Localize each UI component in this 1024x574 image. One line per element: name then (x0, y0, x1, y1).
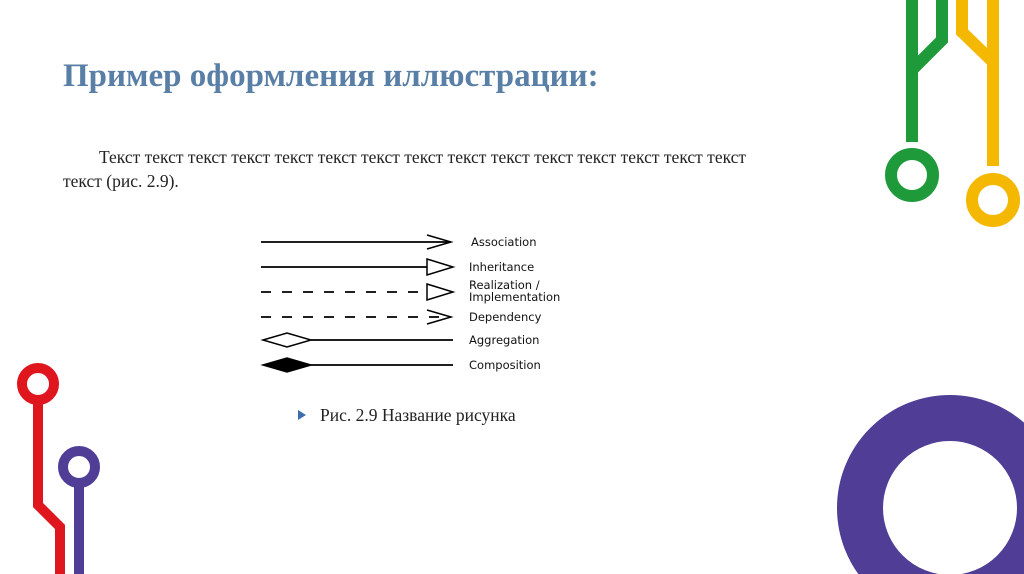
inheritance-row (261, 259, 534, 275)
body-paragraph (63, 145, 783, 193)
label-implementation: Implementation (469, 290, 561, 304)
label-aggregation: Aggregation (469, 333, 540, 347)
hollow-triangle-arrowhead (427, 284, 453, 300)
label-inheritance: Inheritance (469, 260, 535, 274)
caption-bullet-icon (298, 410, 306, 420)
uml-relationships-diagram (255, 228, 615, 383)
yellow-circuit-ring (972, 179, 1014, 221)
red-circuit-line (38, 400, 60, 574)
hollow-diamond (263, 333, 311, 347)
purple-big-ring (860, 418, 1024, 574)
label-realization: Realization / (469, 278, 540, 292)
label-composition: Composition (469, 358, 541, 372)
filled-diamond (263, 358, 311, 372)
association-row (261, 235, 536, 249)
slide-title: Пример оформления иллюстрации: (63, 58, 599, 94)
realization-row (261, 278, 560, 304)
dependency-row (261, 310, 542, 324)
figure-caption: Рис. 2.9 Название рисунка (320, 405, 516, 425)
green-circuit-ring (891, 154, 933, 196)
figure-caption-row (298, 405, 516, 426)
body-text: Текст текст текст текст текст текст текст текст текст текст текст текст текст текст текст текст (рис. 2.9). (63, 147, 747, 191)
label-association: Association (471, 235, 537, 249)
composition-row (263, 358, 541, 372)
red-circuit-ring (22, 368, 54, 400)
label-dependency: Dependency (469, 310, 542, 324)
purple-circuit-ring (63, 451, 95, 483)
aggregation-row (263, 333, 539, 347)
hollow-triangle-arrowhead (427, 259, 453, 275)
